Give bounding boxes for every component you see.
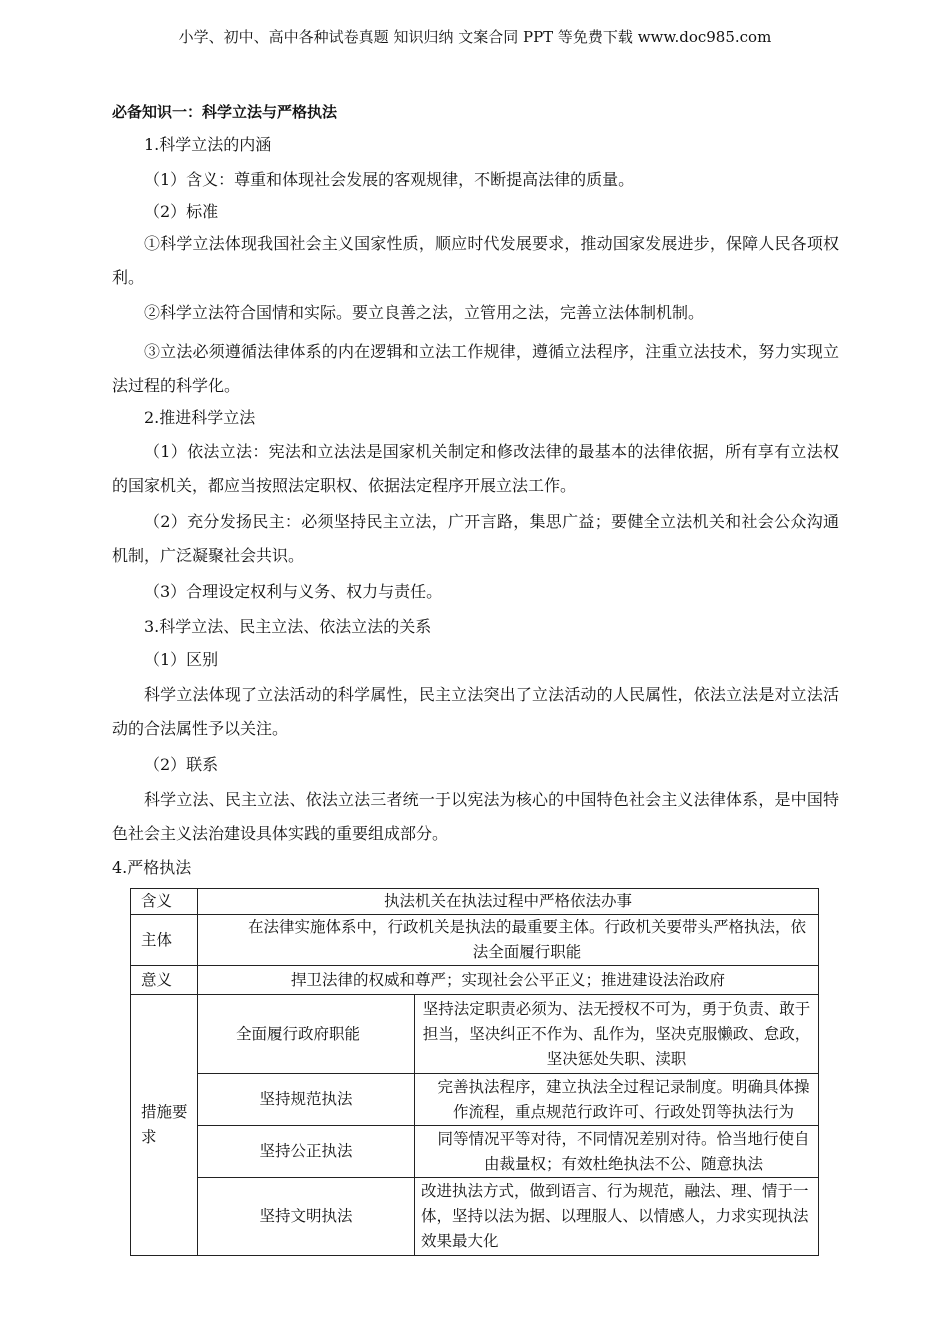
- paragraph: 科学立法、民主立法、依法立法三者统一于以宪法为核心的中国特色社会主义法律体系，是中国特色社会主义法治建设具体实践的重要组成部分。: [112, 790, 839, 843]
- cell: 在法律实施体系中，行政机关是执法的最重要主体。行政机关要带头严格执法，依法全面履行职能: [198, 915, 819, 966]
- paragraph: （2）充分发扬民主：必须坚持民主立法，广开言路，集思广益；要健全立法机关和社会公众沟通机制，广泛凝聚社会共识。: [112, 512, 839, 565]
- paragraph: （2）标准: [144, 202, 219, 221]
- heading-4: 4.严格执法: [112, 858, 192, 877]
- paragraph: 科学立法体现了立法活动的科学属性，民主立法突出了立法活动的人民属性，依法立法是对立法活动的合法属性予以关注。: [112, 685, 839, 738]
- cell: 执法机关在执法过程中严格依法办事: [198, 889, 819, 915]
- paragraph: ②科学立法符合国情和实际。要立良善之法，立管用之法，完善立法体制机制。: [144, 303, 705, 322]
- measure-text: 改进执法方式，做到语言、行为规范，融法、理、情于一体，坚持以法为据、以理服人、以情感人，力求实现执法效果最大化: [415, 1178, 819, 1256]
- page-header: 小学、初中、高中各种试卷真题 知识归纳 文案合同 PPT 等免费下载 www.doc985.com: [178, 28, 772, 46]
- heading-3: 3.科学立法、民主立法、依法立法的关系: [144, 617, 432, 636]
- paragraph: （3）合理设定权利与义务、权力与责任。: [144, 582, 443, 601]
- measure-name: 全面履行政府职能: [198, 995, 415, 1074]
- row-label: 主体: [131, 915, 198, 966]
- strict-law-enforcement-table: [130, 888, 819, 1256]
- row-label: 含义: [131, 889, 198, 915]
- measure-name: 坚持文明执法: [198, 1178, 415, 1256]
- measure-name: 坚持规范执法: [198, 1074, 415, 1126]
- paragraph: ①科学立法体现我国社会主义国家性质，顺应时代发展要求，推动国家发展进步，保障人民各项权利。: [112, 234, 839, 287]
- section-title: 必备知识一：科学立法与严格执法: [112, 103, 338, 121]
- paragraph: （1）含义：尊重和体现社会发展的客观规律，不断提高法律的质量。: [144, 170, 635, 189]
- cell: 捍卫法律的权威和尊严；实现社会公平正义；推进建设法治政府: [198, 966, 819, 995]
- paragraph: ③立法必须遵循法律体系的内在逻辑和立法工作规律，遵循立法程序，注重立法技术，努力实现立法过程的科学化。: [112, 342, 839, 395]
- measure-name: 坚持公正执法: [198, 1126, 415, 1178]
- paragraph: （1）区别: [144, 650, 219, 669]
- row-label: 意义: [131, 966, 198, 995]
- paragraph: （1）依法立法：宪法和立法法是国家机关制定和修改法律的最基本的法律依据，所有享有立法权的国家机关，都应当按照法定职权、依据法定程序开展立法工作。: [112, 442, 839, 495]
- measure-text: 同等情况平等对待，不同情况差别对待。恰当地行使自由裁量权；有效杜绝执法不公、随意执法: [415, 1126, 819, 1178]
- paragraph: （2）联系: [144, 755, 219, 774]
- measure-text: 坚持法定职责必须为、法无授权不可为，勇于负责、敢于担当，坚决纠正不作为、乱作为，坚决克服懒政、怠政，坚决惩处失职、渎职: [415, 995, 819, 1074]
- heading-1: 1.科学立法的内涵: [144, 135, 272, 154]
- heading-2: 2.推进科学立法: [144, 408, 256, 427]
- row-label: 措施要求: [131, 995, 198, 1256]
- measure-text: 完善执法程序，建立执法全过程记录制度。明确具体操作流程，重点规范行政许可、行政处罚等执法行为: [415, 1074, 819, 1126]
